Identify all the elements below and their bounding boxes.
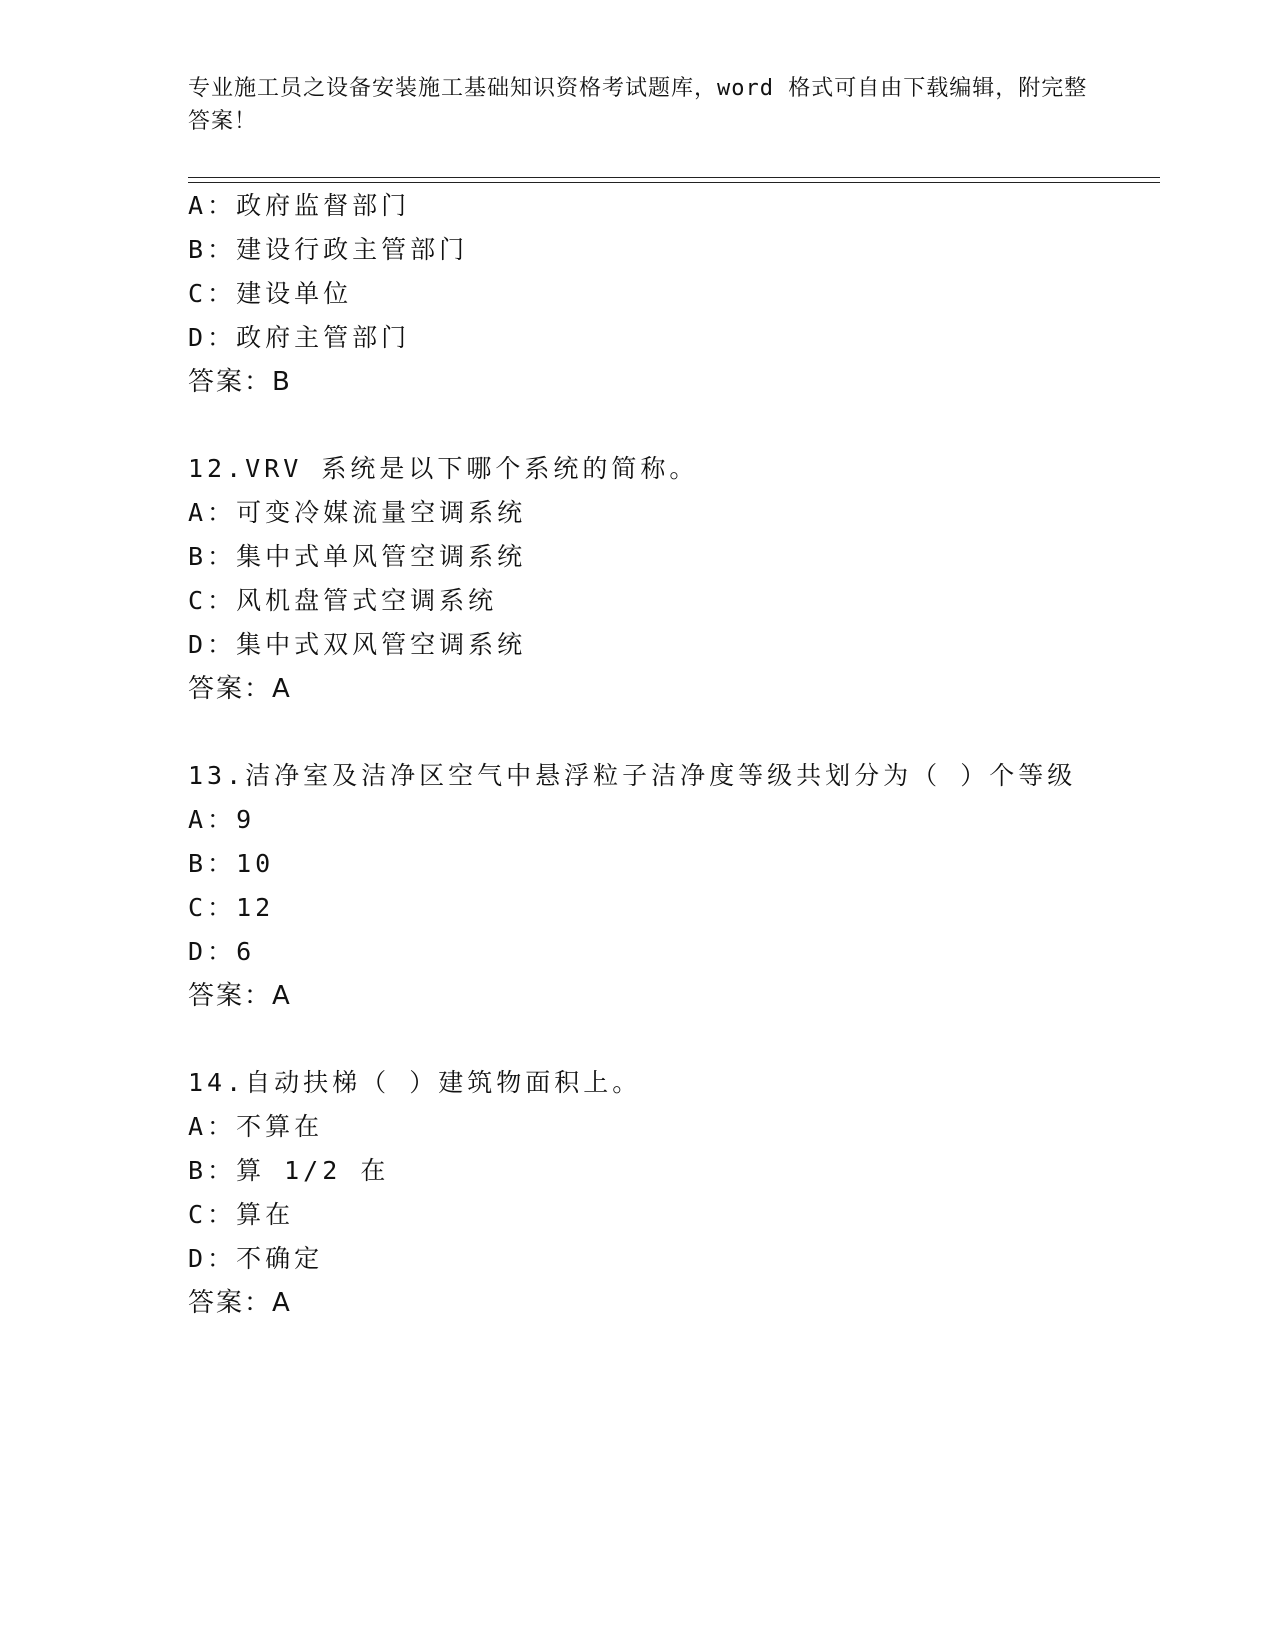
- document-header: 专业施工员之设备安装施工基础知识资格考试题库，word 格式可自由下载编辑，附完整答案！: [188, 76, 1088, 134]
- q13-option-a: A：9: [188, 805, 256, 834]
- q11-option-d: D：政府主管部门: [188, 323, 411, 352]
- q13-option-c: C：12: [188, 893, 275, 922]
- q14-option-c: C：算在: [188, 1200, 295, 1229]
- q14-option-d: D：不确定: [188, 1244, 324, 1273]
- q12-option-a: A：可变冷媒流量空调系统: [188, 498, 527, 527]
- q12-option-b: B：集中式单风管空调系统: [188, 542, 527, 571]
- q14-stem: 14.自动扶梯（ ）建筑物面积上。: [188, 1068, 642, 1097]
- q12-answer: 答案：A: [188, 674, 292, 704]
- q14-option-a: A：不算在: [188, 1112, 324, 1141]
- q11-option-b: B：建设行政主管部门: [188, 235, 469, 264]
- q13-answer: 答案：A: [188, 981, 292, 1011]
- q14-option-b: B：算 1/2 在: [188, 1156, 390, 1185]
- header-rule-top: [188, 177, 1160, 178]
- q13-stem: 13.洁净室及洁净区空气中悬浮粒子洁净度等级共划分为（ ）个等级: [188, 761, 1077, 790]
- q12-option-c: C：风机盘管式空调系统: [188, 586, 498, 615]
- q11-option-c: C：建设单位: [188, 279, 353, 308]
- header-rule-bottom: [188, 182, 1160, 183]
- q14-answer: 答案：A: [188, 1288, 292, 1318]
- q12-option-d: D：集中式双风管空调系统: [188, 630, 527, 659]
- q13-option-d: D：6: [188, 937, 256, 966]
- q11-option-a: A：政府监督部门: [188, 191, 411, 220]
- q12-stem: 12.VRV 系统是以下哪个系统的简称。: [188, 454, 699, 483]
- q13-option-b: B：10: [188, 849, 275, 878]
- q11-answer: 答案：B: [188, 367, 292, 397]
